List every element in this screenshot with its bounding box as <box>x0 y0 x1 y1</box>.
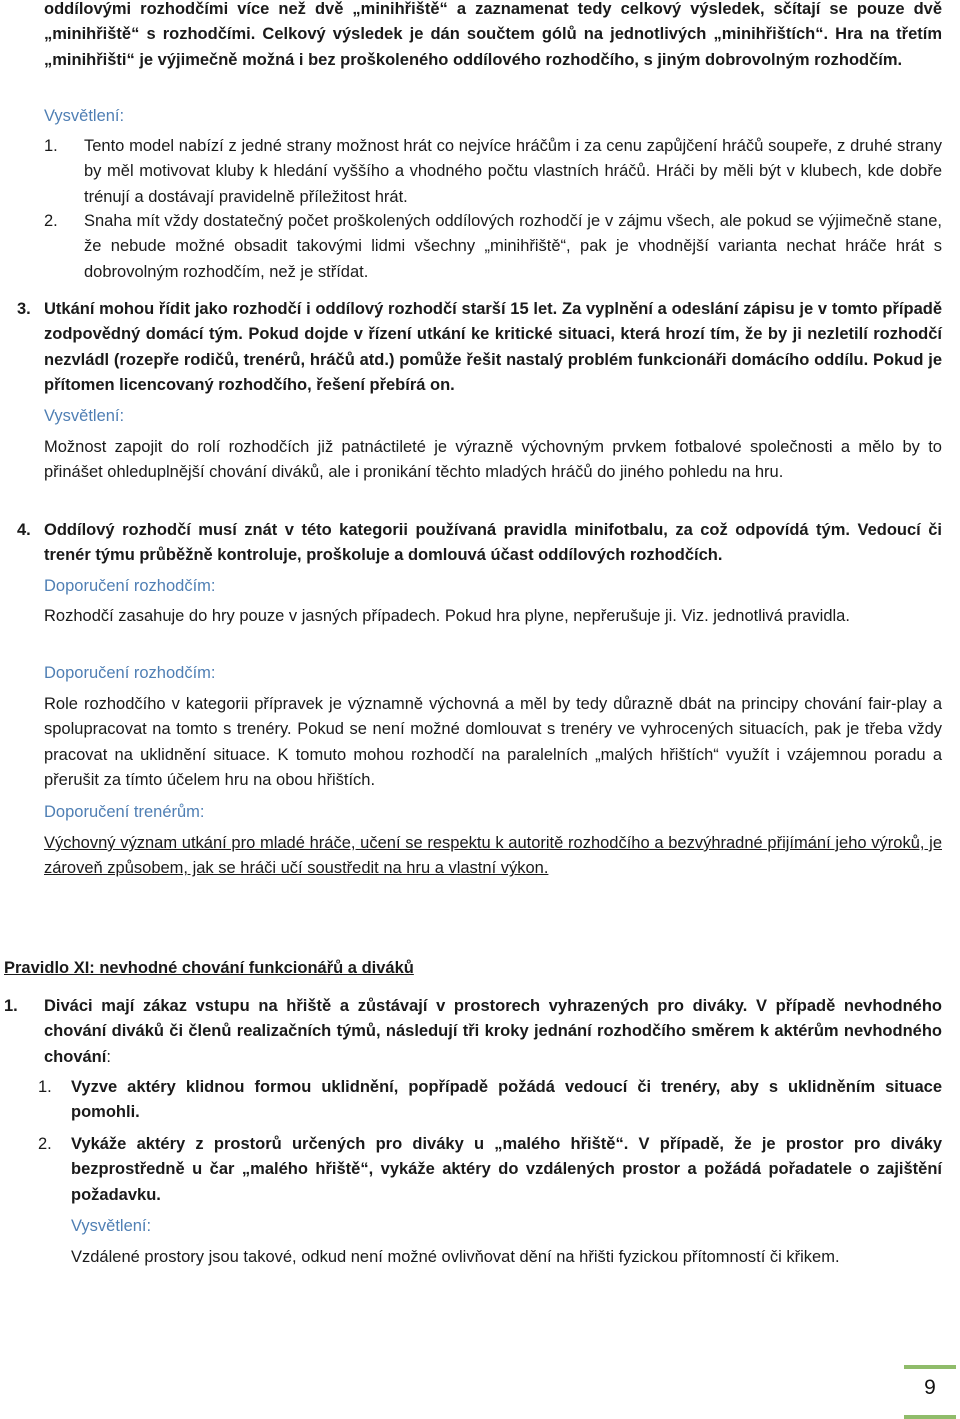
rule-11-item-1 <box>44 994 942 1070</box>
step-2-number: 2. <box>38 1135 52 1153</box>
step-1-number: 1. <box>38 1078 52 1096</box>
item-3-number: 3. <box>17 300 31 318</box>
referee-recommendation-label-2: Doporučení rozhodčím: <box>44 664 216 682</box>
explanation-label: Vysvětlení: <box>44 107 125 125</box>
referee-recommendation-label-1: Doporučení rozhodčím: <box>44 577 216 595</box>
page-number-box <box>904 1365 956 1419</box>
item-4-number: 4. <box>17 521 31 539</box>
coach-recommendation-label: Doporučení trenérům: <box>44 803 205 821</box>
referee-recommendation-2: Role rozhodčího v kategorii přípravek je významně výchovná a měl by tedy důrazně dbát na principy chování fair-play a spolupracovat na tomto s trenéry. Pokud se není možné domlouvat s trenéry ve vyhrocených situacích, pak je třeba vždy pracovat na uklidnění situace. K tomuto mohou rozhodčí na paralelních „malých hřištích“ využít i vzájemnou poradu a přerušit za tímto účelem hru na obou hřištích. <box>44 695 942 790</box>
item-3-explanation: Možnost zapojit do rolí rozhodčích již patnáctileté je výrazně výchovným prvkem fotbalové společnosti a mělo by to přinášet ohleduplnější chování diváků, ale i pronikání těchto mladých hráčů do jiného pohledu na hru. <box>44 438 942 482</box>
referee-recommendation-1: Rozhodčí zasahuje do hry pouze v jasných případech. Pokud hra plyne, nepřerušuje ji. Viz. jednotlivá pravidla. <box>44 607 850 625</box>
item-4-text: Oddílový rozhodčí musí znát v této kategorii používaná pravidla minifotbalu, za což odpovídá tým. Vedoucí či trenér týmu průběžně kontroluje, proškoluje a domlouvá účast oddílových rozhodčích. <box>44 521 942 565</box>
rule-11-item-1-colon: : <box>106 1047 111 1066</box>
intro-paragraph: oddílovými rozhodčími více než dvě „minihřiště“ a zaznamenat tedy celkový výsledek, sčítají se pouze dvě „minihřiště“ s rozhodčími. Celkový výsledek je dán součtem gólů na jednotlivých „minihřištích“. Hra na třetím „minihřišti“ je výjimečně možná i bez proškoleného oddílového rozhodčího, s jiným dobrovolným rozhodčím. <box>44 0 942 69</box>
rule-11-item-1-number: 1. <box>4 997 18 1015</box>
sub-item-2-number: 2. <box>44 212 58 230</box>
sub-item-2-text: Snaha mít vždy dostatečný počet proškolených oddílových rozhodčí je v zájmu všech, ale pokud se výjimečně stane, že nebude možné obsadit takovými lidmi všechny „minihřiště“, pak je vhodnější varianta nechat hráče hrát s dobrovolným rozhodčím, než je střídat. <box>84 212 942 281</box>
page-number: 9 <box>924 1376 936 1399</box>
step-2-text: Vykáže aktéry z prostorů určených pro diváky u „malého hřiště“. V případě, že je prostor pro diváky bezprostředně u čar „malého hřiště“, vykáže aktéry do vzdálených prostor a požádá pořadatele o zajištění požadavku. <box>71 1135 942 1204</box>
sub-item-1-text: Tento model nabízí z jedné strany možnost hrát co nejvíce hráčům i za cenu zapůjčení hráčů soupeře, z druhé strany by měl motivovat kluby k hledání vyššího a vhodného počtu vlastních hráčů. Hráči by měli být v klubech, kde dobře trénují a dostávají pravidelně příležitost hrát. <box>84 137 942 206</box>
step-1-text: Vyzve aktéry klidnou formou uklidnění, popřípadě požádá vedoucí či trenéry, aby s uklidněním situace pomohli. <box>71 1078 942 1122</box>
coach-recommendation: Výchovný význam utkání pro mladé hráče, učení se respektu k autoritě rozhodčího a bezvýhradné přijímání jeho výroků, je zároveň způsobem, jak se hráči učí soustředit na hru a vlastní výkon. <box>44 834 942 878</box>
item-3-explanation-label: Vysvětlení: <box>44 407 125 425</box>
rule-11-item-1-bold: Diváci mají zákaz vstupu na hřiště a zůstávají v prostorech vyhrazených pro diváky. V případě nevhodného chování diváků či členů realizačních týmů, následují tři kroky jednání rozhodčího směrem k aktérům nevhodného chování <box>44 997 942 1066</box>
step-2-explanation: Vzdálené prostory jsou takové, odkud není možné ovlivňovat dění na hřišti fyzickou přítomností či křikem. <box>71 1248 840 1266</box>
item-3-text: Utkání mohou řídit jako rozhodčí i oddílový rozhodčí starší 15 let. Za vyplnění a odeslání zápisu je v tomto případě zodpovědný domácí tým. Pokud dojde v řízení utkání ke kritické situaci, která hrozí tím, že by ji nezletilí rozhodčí nezvládl (rozepře rodičů, trenérů, hráčů atd.) pomůže řešit nastalý problém funkcionáři domácího oddílu. Pokud je přítomen licencovaný rozhodčího, řešení přebírá on. <box>44 300 942 395</box>
sub-item-1-number: 1. <box>44 137 58 155</box>
step-2-explanation-label: Vysvětlení: <box>71 1217 152 1235</box>
rule-11-heading: Pravidlo XI: nevhodné chování funkcionářů a diváků <box>4 959 414 977</box>
